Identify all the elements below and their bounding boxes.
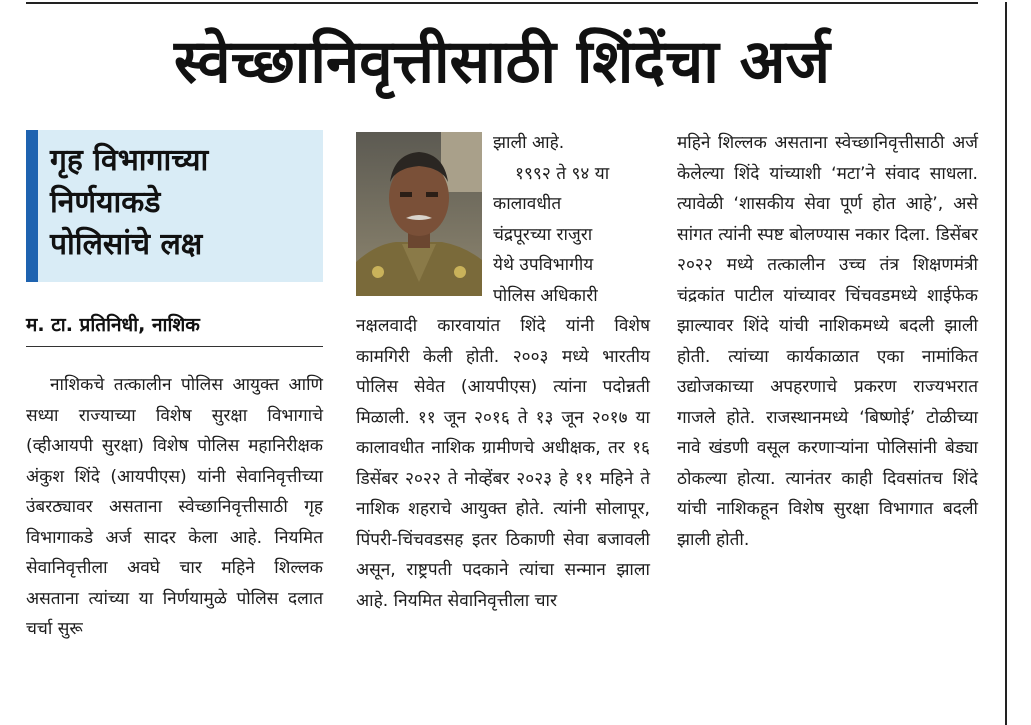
byline: म. टा. प्रतिनिधी, नाशिक — [26, 314, 200, 336]
headline: स्वेच्छानिवृत्तीसाठी शिंदेंचा अर्ज — [173, 27, 831, 97]
officer-photo — [356, 132, 482, 296]
subheadline-line: पोलिसांचे लक्ष — [50, 227, 203, 262]
subheadline — [50, 140, 320, 266]
top-rule — [26, 2, 978, 4]
column-2-line: येथे उपविभागीय — [493, 255, 594, 275]
article-column-2-top — [493, 128, 650, 311]
article-column-3: महिने शिल्लक असताना स्वेच्छानिवृत्तीसाठी अर्ज केलेल्या शिंदे यांच्याशी ‘मटा’ने संवाद साधला. त्यावेळी ‘शासकीय सेवा पूर्ण होत आहे’, असे सांगत त्यांनी स्पष्ट बोलण्यास नकार दिला. डिसेंबर २०२२ मध्ये तत्कालीन उच्च तंत्र शिक्षणमंत्री चंद्रकांत पाटील यांच्यावर चिंचवडमध्ये शाईफेक झाल्यावर शिंदे यांची नाशिकमध्ये बदली झाली होती. त्यांच्या कार्यकाळात एका नामांकित उद्योजकाच्या अपहरणाचे प्रकरण राज्यभरात गाजले होते. राजस्थानमध्ये ‘बिष्णोई’ टोळीच्या नावे खंडणी वसूल करणाऱ्यांना पोलिसांनी बेड्या ठोकल्या होत्या. त्यानंतर काही दिवसांतच शिंदे यांची नाशिकहून विशेष सुरक्षा विभागात बदली झाली होती. — [677, 133, 978, 550]
column-2-line: झाली आहे. — [493, 133, 565, 153]
column-2-line: १९९२ ते ९४ या — [515, 163, 610, 184]
column-2-line: पोलिस अधिकारी — [493, 285, 598, 306]
right-rule — [1005, 2, 1007, 725]
subheadline-line: निर्णयाकडे — [50, 185, 161, 220]
subheadline-accent-bar — [26, 130, 38, 282]
subheadline-line: गृह विभागाच्या — [50, 143, 209, 178]
officer-portrait-image — [356, 132, 482, 296]
byline-rule — [26, 346, 323, 347]
article-column-1: नाशिकचे तत्कालीन पोलिस आयुक्त आणि सध्या राज्याच्या विशेष सुरक्षा विभागाचे (व्हीआयपी सुरक्षा) विशेष पोलिस महानिरीक्षक अंकुश शिंदे (आयपीएस) यांनी सेवानिवृत्तीच्या उंबरठ्यावर असताना स्वेच्छानिवृत्तीसाठी गृह विभागाकडे अर्ज सादर केला आहे. नियमित सेवानिवृत्तीला अवघे चार महिने शिल्लक असताना त्यांच्या या निर्णयामुळे पोलिस दलात चर्चा सुरू — [26, 375, 323, 639]
article-column-2-bottom: नक्षलवादी कारवायांत शिंदे यांनी विशेष कामगिरी केली होती. २००३ मध्ये भारतीय पोलिस सेवेत (आयपीएस) त्यांना पदोन्नती मिळाली. ११ जून २०१६ ते १३ जून २०१७ या कालावधीत नाशिक ग्रामीणचे अधीक्षक, तर १६ डिसेंबर २०२२ ते नोव्हेंबर २०२३ हे ११ महिने ते नाशिक शहराचे आयुक्त होते. त्यांनी सोलापूर, पिंपरी-चिंचवडसह इतर ठिकाणी सेवा बजावली असून, राष्ट्रपती पदकाने त्यांचा सन्मान झाला आहे. नियमित सेवानिवृत्तीला चार — [356, 316, 650, 611]
column-2-line: चंद्रपूरच्या राजुरा — [493, 224, 593, 245]
column-2-line: कालावधीत — [493, 194, 562, 214]
